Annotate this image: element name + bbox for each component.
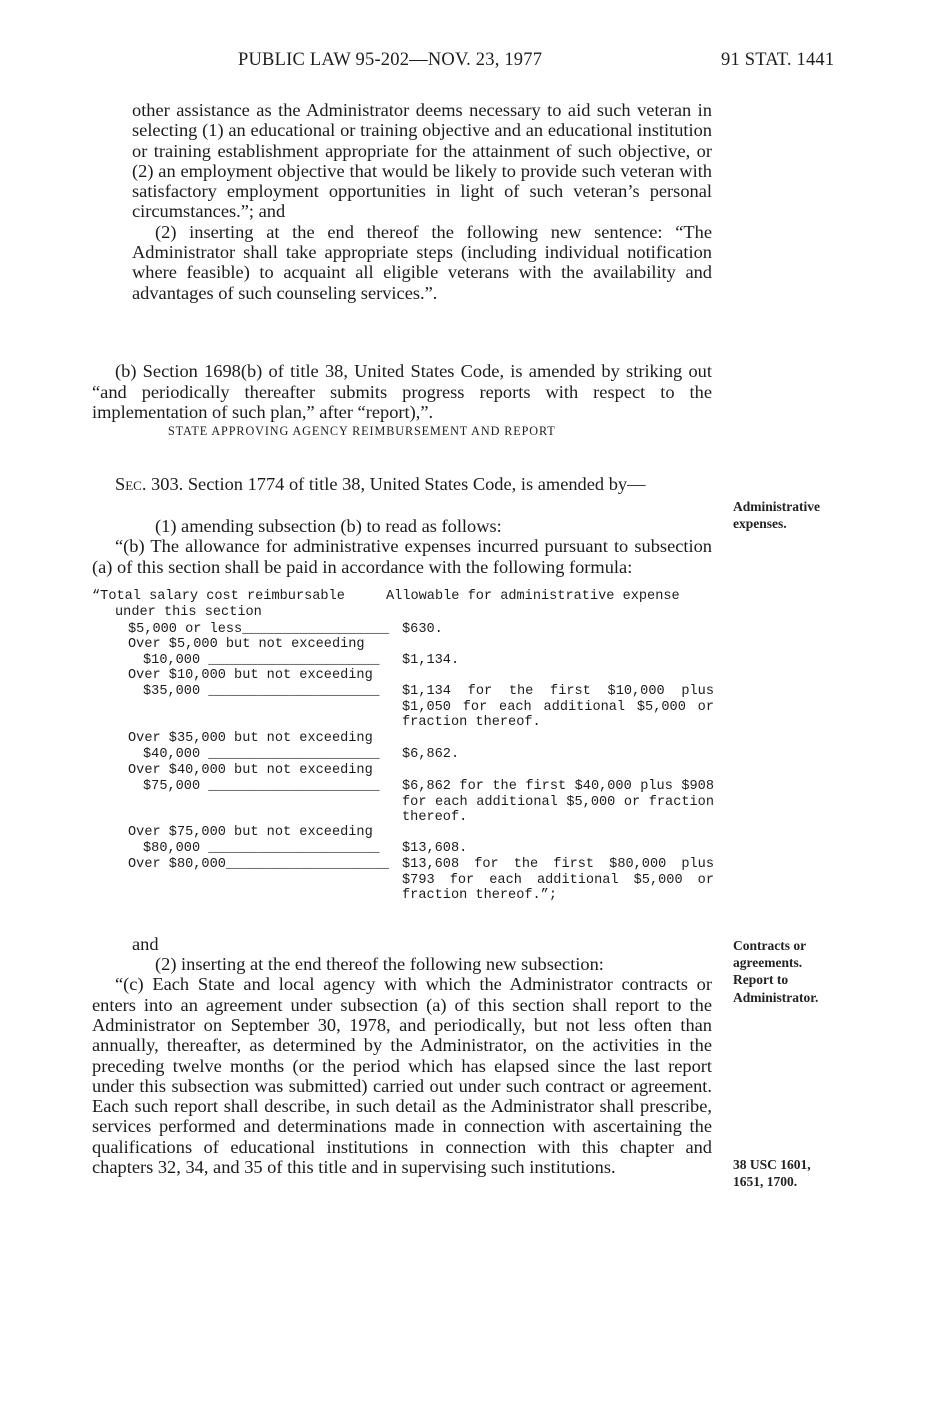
table-header-left: “Total salary cost reimbursable (92, 589, 345, 604)
table-row-label: Over $10,000 but not exceeding (128, 668, 373, 683)
connector-and: and (132, 934, 159, 955)
running-header-stat-page: 91 STAT. 1441 (721, 50, 835, 70)
paragraph-inserting-subsection-c: (2) inserting at the end thereof the following new subsection: (155, 954, 604, 975)
table-row-value: $13,608 for the first $80,000 plus $793 for each additional $5,000 or fraction thereof.”; (402, 857, 714, 904)
table-row-value: $6,862. (402, 747, 460, 762)
continued-paragraph-block (132, 100, 712, 303)
margin-note-contracts: Contracts or agreements. Report to Administrator. (733, 938, 819, 1005)
paragraph-subsection-b-text: “(b) The allowance for administrative expenses incurred pursuant to subsection (a) of this section shall be paid in accordance with the following formula: (92, 536, 712, 577)
paragraph-section-1698: (b) Section 1698(b) of title 38, United States Code, is amended by striking out “and periodically thereafter submits progress reports with respect to the implementation of such plan,” after “report),”. (92, 361, 712, 422)
running-header-title: PUBLIC LAW 95-202—NOV. 23, 1977 (238, 50, 543, 70)
table-row-label: Over $40,000 but not exceeding (128, 763, 373, 778)
table-row-label: $5,000 or less__________________ (128, 622, 390, 637)
paragraph-subsection-c-text: “(c) Each State and local agency with which the Administrator contracts or enters into an agreement under subsection (a) of this section shall report to the Administrator on September 30, 1978, and periodically, but not less often than annually, thereafter, as determined by the Administrator, on the activities in the preceding twelve months (or the period which has elapsed since the last report under this subsection was submitted) carried out under such contract or agreement. Each such report shall describe, in such detail as the Administrator shall prescribe, services performed and determinations made in connection with ascertaining the qualifications of educational institutions in connection with this chapter and chapters 32, 34, and 35 of this title and in supervising such institutions. (92, 974, 712, 1178)
table-row-value: $13,608. (402, 841, 468, 856)
table-row-label-cont: $10,000 _____________________ (143, 653, 380, 668)
section-heading: STATE APPROVING AGENCY REIMBURSEMENT AND REPORT (168, 424, 556, 438)
table-row-value: $630. (402, 622, 443, 637)
section-303-text: 303. Section 1774 of title 38, United States Code, is amended by— (151, 474, 646, 495)
table-header-right: Allowable for administrative expense (386, 589, 680, 604)
table-row-label: Over $5,000 but not exceeding (128, 637, 365, 652)
table-row-label-cont: $40,000 _____________________ (143, 747, 380, 762)
table-header-left-cont: under this section (115, 605, 262, 620)
table-row-value: $6,862 for the first $40,000 plus $908 for each additional $5,000 or fraction thereof. (402, 779, 714, 826)
table-row-label-cont: $75,000 _____________________ (143, 779, 380, 794)
paragraph-amending-subsection-b: (1) amending subsection (b) to read as follows: (155, 516, 502, 537)
table-row-label: Over $75,000 but not exceeding (128, 825, 373, 840)
paragraph-continued: other assistance as the Administrator deems necessary to aid such veteran in selecting (1) an educational or training objective and an educational institution or training establishment appropriate for the attainment of such objective, or (2) an employment objective that would be likely to provide such veteran with satisfactory employment opportunities in light of such veteran’s personal circumstances.”; and (132, 100, 712, 222)
table-row-value: $1,134 for the first $10,000 plus $1,050 for each additional $5,000 or fraction thereof. (402, 684, 714, 731)
table-row-label: Over $80,000____________________ (128, 857, 390, 872)
paragraph-amendment-2: (2) inserting at the end thereof the following new sentence: “The Administrator shall take appropriate steps (including individual notification where feasible) to acquaint all eligible veterans with the availability and advantages of such counseling services.”. (132, 221, 712, 303)
section-303-intro (92, 474, 712, 494)
table-row-label-cont: $80,000 _____________________ (143, 841, 380, 856)
margin-note-usc-citation: 38 USC 1601, 1651, 1700. (733, 1157, 811, 1190)
table-row-label: Over $35,000 but not exceeding (128, 731, 373, 746)
table-row-value: $1,134. (402, 653, 460, 668)
margin-note-administrative-expenses: Administrative expenses. (733, 499, 820, 532)
section-label: Sec. (115, 474, 147, 495)
table-row-label-cont: $35,000 _____________________ (143, 684, 380, 699)
